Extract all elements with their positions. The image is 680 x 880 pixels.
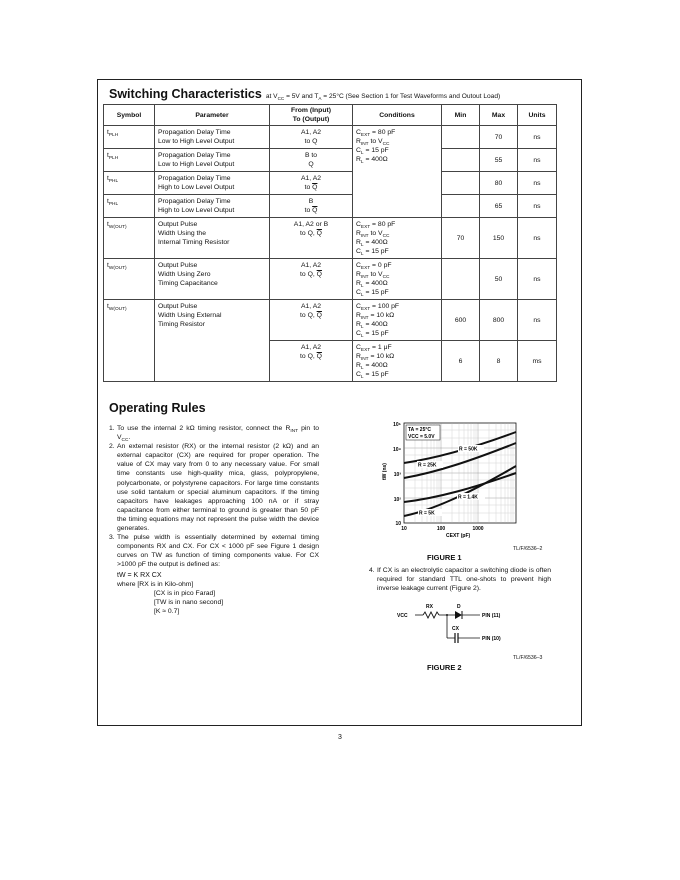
header-conditions: Conditions [353, 105, 442, 126]
table-header-row [104, 105, 557, 126]
symbol-cell: $t_{W(OUT)}$ [104, 259, 155, 300]
plot-area [382, 422, 516, 538]
table-row [104, 126, 557, 149]
switching-table [103, 104, 557, 382]
figure-2-diagram [395, 602, 525, 652]
parameter-cell: Propagation Delay Time Low to High Level Output [155, 126, 270, 149]
min-cell [442, 259, 480, 300]
x-tick: 1000 [472, 526, 484, 532]
label-r-25k: R = 25K [418, 462, 437, 469]
header-symbol: Symbol [104, 105, 155, 126]
conditions-cell: $C_{EXT} = 100$ pF $R_{INT} = 10$ kΩ $R_L = 400\Omega$ $C_L = 15$ pF [353, 300, 442, 341]
rule-1: 1. To use the internal 2 kΩ timing resistor, connect the $R_{INT}$ pin to $V_{CC}$. [109, 425, 319, 444]
min-cell [442, 149, 480, 172]
symbol-cell: $t_{W(OUT)}$ [104, 300, 155, 382]
cx-label: CX [452, 626, 459, 632]
from-to-cell: B to Q [270, 149, 353, 172]
from-to-cell: A1, A2 to Q, $\overline{Q}$ [270, 341, 353, 382]
from-to-cell: A1, A2 to $\overline{Q}$ [270, 172, 353, 195]
symbol-cell: $t_{PHL}$ [104, 195, 155, 218]
units-cell: ns [518, 126, 557, 149]
min-cell: 70 [442, 218, 480, 259]
max-cell: 50 [480, 259, 518, 300]
operating-rules-list [109, 424, 319, 616]
pin11-label: PIN (11) [482, 613, 501, 619]
units-cell: ms [518, 341, 557, 382]
symbol-cell: $t_{PLH}$ [104, 149, 155, 172]
table-row [104, 149, 557, 172]
table-row [104, 172, 557, 195]
page-number: 3 [338, 734, 342, 741]
legend-ta: TA = 25°C [408, 427, 431, 433]
label-r-5k: R = 5K [419, 510, 435, 517]
header-min: Min [442, 105, 480, 126]
parameter-cell: Propagation Delay Time Low to High Level Output [155, 149, 270, 172]
conditions-cell: $C_{EXT} = 80$ pF $R_{INT}$ to $V_{CC}$ $C_L = 15$ pF $R_L = 400\Omega$ [353, 126, 442, 218]
figure-2-ref: TL/F/6536–3 [513, 655, 543, 661]
y-tick: 10⁴ [392, 447, 401, 453]
from-to-cell: A1, A2 to Q [270, 126, 353, 149]
title-conditions: at $V_{CC} = 5V$ and $T_A = 25^\circ C$ (See Section 1 for Test Waveforms and Outout Load) [265, 93, 501, 101]
min-cell: 6 [442, 341, 480, 382]
operating-rules-heading: Operating Rules [109, 401, 206, 415]
min-cell [442, 172, 480, 195]
max-cell: 80 [480, 172, 518, 195]
table-row [104, 259, 557, 300]
rule-3: 3. The pulse width is essentially determined by external timing components RX and CX. For CX < 1000 pF see Figure 1 design curves on TW as function of timing components value. For CX >1000 pF the output is defined as: tW = K RX CX where [RX is in Kilo-ohm] [CX is in pico Farad] [TW is in nano second] [K ≈ 0.7] [109, 534, 319, 615]
header-max: Max [480, 105, 518, 126]
symbol-cell: $t_{PLH}$ [104, 126, 155, 149]
min-cell: 600 [442, 300, 480, 341]
figure-2-caption: FIGURE 2 [427, 663, 462, 672]
x-tick: 10 [401, 526, 407, 532]
y-tick: 10³ [393, 472, 401, 478]
figure-1-chart [378, 418, 528, 538]
label-r-50k: R = 50K [459, 446, 478, 453]
conditions-cell: $C_{EXT} = 0$ pF $R_{INT}$ to $V_{CC}$ $R_L = 400\Omega$ $C_L = 15$ pF [353, 259, 442, 300]
y-axis-label: tW (ns) [382, 463, 388, 480]
parameter-cell: Output Pulse Width Using Zero Timing Capacitance [155, 259, 270, 300]
from-to-cell: A1, A2 to Q, $\overline{Q}$ [270, 259, 353, 300]
units-cell: ns [518, 259, 557, 300]
min-cell [442, 126, 480, 149]
parameter-cell: Propagation Delay Time High to Low Level Output [155, 172, 270, 195]
symbol-cell: $t_{W(OUT)}$ [104, 218, 155, 259]
from-to-cell: A1, A2 to Q, $\overline{Q}$ [270, 300, 353, 341]
section-title: Switching Characteristics at $V_{CC} = 5V$ and $T_A = 25^\circ C$ (See Section 1 for Test Waveforms and Outout Load) [109, 87, 501, 101]
figure-1-ref: TL/F/6536–2 [513, 546, 543, 552]
label-r-1-4k: R = 1.4K [458, 494, 478, 501]
rule-2: 2. An external resistor (RX) or the internal resistor (2 kΩ) and an external capacitor (CX) are required for proper operation. The value of CX may vary from 0 to any necessary value. For small time constants use high-quality mica, glass, polypropylene, polycarbonate, or polystyrene capacitors. For large time constants use solid tantalum or special aluminum capacitors. If the timing capacitors have leakages approaching 100 nA or if stray capacitance from either terminal to ground is greater than 50 pF the timing equations may not represent the pulse width the device generates. [109, 443, 319, 533]
max-cell: 70 [480, 126, 518, 149]
rule-4: 4. If CX is an electrolytic capacitor a switching diode is often required for standard TTL one-shots to prevent high inverse leakage current (Figure 2). [369, 567, 551, 593]
y-tick: 10 [395, 521, 401, 527]
vcc-label: VCC [397, 613, 408, 619]
y-tick: 10⁵ [393, 422, 401, 428]
from-to-cell: A1, A2 or B to Q, $\overline{Q}$ [270, 218, 353, 259]
max-cell: 150 [480, 218, 518, 259]
units-cell: ns [518, 300, 557, 341]
units-cell: ns [518, 149, 557, 172]
units-cell: ns [518, 195, 557, 218]
figure-1-caption: FIGURE 1 [427, 553, 462, 562]
header-from-to: From (Input) To (Output) [270, 105, 353, 126]
parameter-cell: Output Pulse Width Using External Timing Resistor [155, 300, 270, 382]
x-axis-label: CEXT (pF) [446, 533, 471, 538]
min-cell [442, 195, 480, 218]
table-row [104, 300, 557, 341]
parameter-cell: Propagation Delay Time High to Low Level Output [155, 195, 270, 218]
units-cell: ns [518, 172, 557, 195]
max-cell: 65 [480, 195, 518, 218]
x-tick: 100 [436, 526, 446, 532]
max-cell: 800 [480, 300, 518, 341]
resistor-rx [423, 612, 439, 618]
parameter-cell: Output Pulse Width Using the Internal Timing Resistor [155, 218, 270, 259]
legend-vcc: VCC = 5.0V [408, 434, 435, 440]
pin10-label: PIN (10) [482, 636, 501, 642]
conditions-cell: $C_{EXT} = 80$ pF $R_{INT}$ to $V_{CC}$ $R_L = 400\Omega$ $C_L = 15$ pF [353, 218, 442, 259]
symbol-cell: $t_{PHL}$ [104, 172, 155, 195]
max-cell: 55 [480, 149, 518, 172]
d-label: D [457, 604, 461, 610]
pulse-width-formula: tW = K RX CX [117, 571, 162, 579]
header-units: Units [518, 105, 557, 126]
diode-d [455, 611, 462, 619]
table-row [104, 218, 557, 259]
table-row [104, 195, 557, 218]
max-cell: 8 [480, 341, 518, 382]
units-cell: ns [518, 218, 557, 259]
conditions-cell: $C_{EXT} = 1$ μF $R_{INT} = 10$ kΩ $R_L = 400\Omega$ $C_L = 15$ pF [353, 341, 442, 382]
header-parameter: Parameter [155, 105, 270, 126]
from-to-cell: B to $\overline{Q}$ [270, 195, 353, 218]
rx-label: RX [426, 604, 433, 610]
y-tick: 10² [393, 497, 401, 503]
